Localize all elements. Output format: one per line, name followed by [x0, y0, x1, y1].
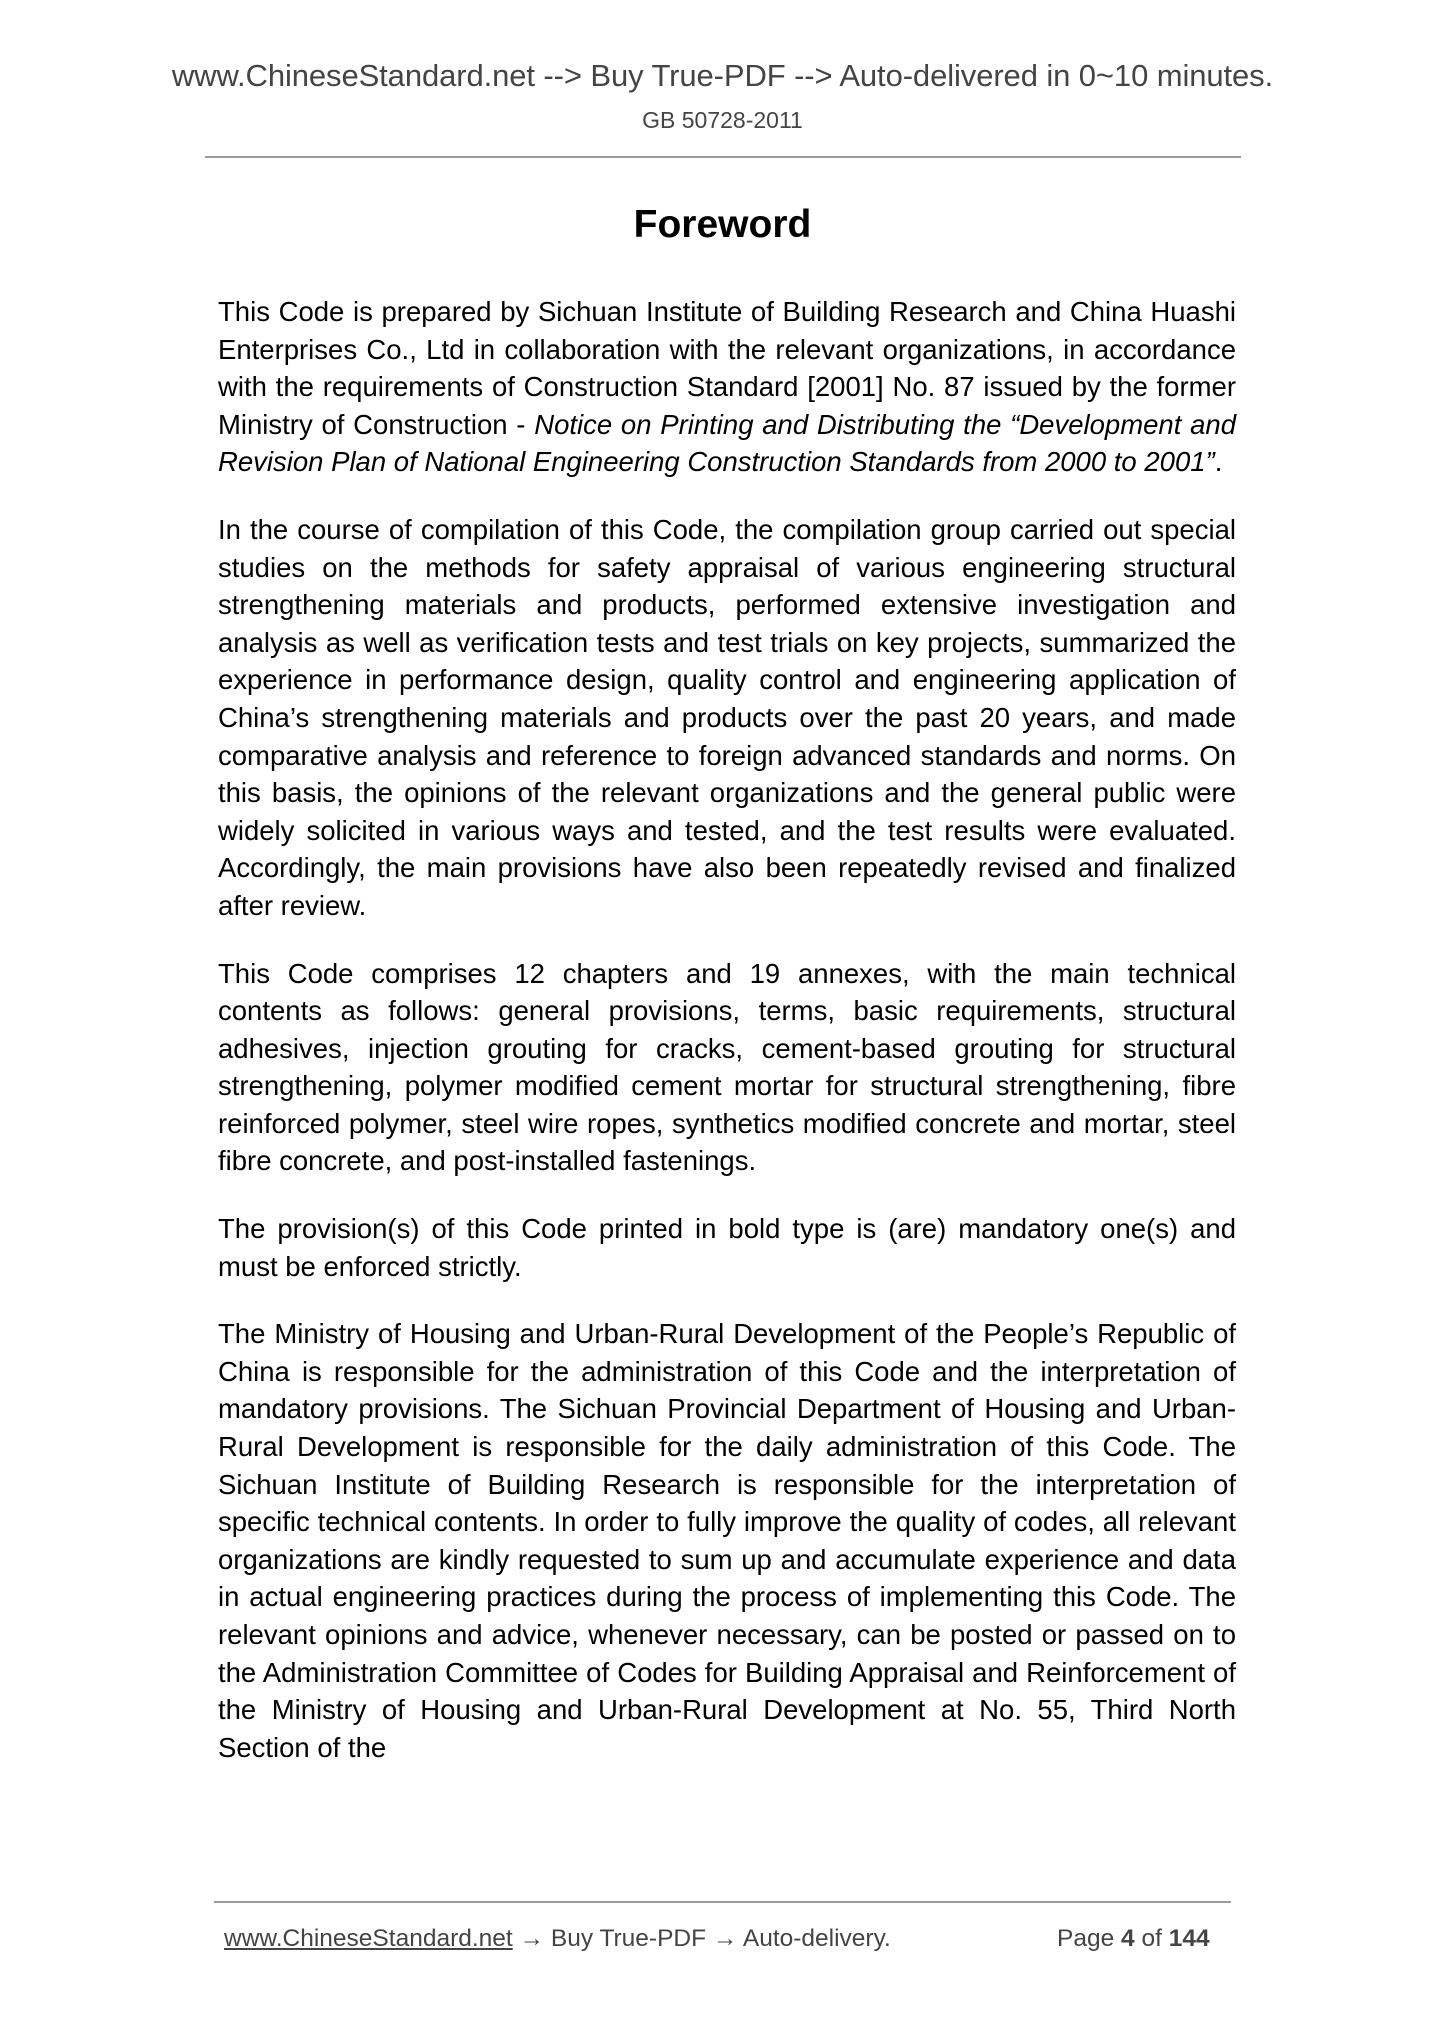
header-divider: [205, 156, 1241, 158]
footer-delivery-text: Auto-delivery.: [742, 1925, 891, 1952]
paragraph-3: This Code comprises 12 chapters and 19 annexes, with the main technical contents as follows: general provisions, terms, basic requirements, structural adhesives, injection grouting for cracks, cement-based grouting for structural strengthening, polymer modified cement mortar for structural strengthening, fibre reinforced polymer, steel wire ropes, synthetics modified concrete and mortar, steel fibre concrete, and post-installed fastenings.: [218, 957, 1236, 1177]
paragraph-5: The Ministry of Housing and Urban-Rural Development of the People’s Republic of China is responsible for the administration of this Code and the interpretation of mandatory provisions. The Sichuan Provincial Department of Housing and Urban-Rural Development is responsible for the daily administration of this Code. The Sichuan Institute of Building Research is responsible for the interpretation of specific technical contents. In order to fully improve the quality of codes, all relevant organizations are kindly requested to sum up and accumulate experience and data in actual engineering practices during the process of implementing this Code. The relevant opinions and advice, whenever necessary, can be posted or passed on to the Administration Committee of Codes for Building Appraisal and Reinforcement of the Ministry of Housing and Urban-Rural Development at No. 55, Third North Section of the: [218, 1318, 1236, 1763]
paragraph-text: This Code is prepared by Sichuan Institute of Building Research and China Huashi Enterprises Co., Ltd in collaboration with the relevant organizations, in accordance with the requirements of Construction Standard [2001] No. 87 issued by the former Ministry of Construction -: [218, 296, 1236, 440]
header-banner: www.ChineseStandard.net --> Buy True-PDF --> Auto-delivered in 0~10 minutes.: [171, 58, 1274, 93]
paragraph-tail: .: [1214, 446, 1223, 478]
page-indicator: [1057, 1924, 1210, 1954]
page-total: 144: [1168, 1925, 1210, 1952]
paragraph-4: The provision(s) of this Code printed in bold type is (are) mandatory one(s) and must be enforced strictly.: [218, 1213, 1236, 1282]
arrow-right-icon: →: [712, 1925, 738, 1952]
footer-promo: [224, 1924, 891, 1954]
page-label: Page: [1057, 1925, 1115, 1952]
paragraph-2: In the course of compilation of this Code, the compilation group carried out special studies on the methods for safety appraisal of various engineering structural strengthening materials and products, performed extensive investigation and analysis as well as verification tests and test trials on key projects, summarized the experience in performance design, quality control and engineering application of China’s strengthening materials and products over the past 20 years, and made comparative analysis and reference to foreign advanced standards and norms. On this basis, the opinions of the relevant organizations and the general public were widely solicited in various ways and tested, and the test results were evaluated. Accordingly, the main provisions have also been repeatedly revised and finalized after review.: [218, 513, 1236, 921]
footer-website-link[interactable]: www.ChineseStandard.net: [224, 1925, 513, 1952]
page-current: 4: [1121, 1925, 1135, 1952]
page-of: of: [1141, 1925, 1162, 1952]
document-body: [218, 293, 1236, 1796]
footer-buy-text: Buy True-PDF: [550, 1925, 707, 1952]
paragraph-1: [218, 293, 1236, 481]
page-title: Foreword: [633, 203, 812, 246]
arrow-right-icon: →: [519, 1925, 545, 1952]
standard-number: GB 50728-2011: [642, 107, 803, 133]
paragraph-italic-title: Notice on Printing and Distributing the “Development and Revision Plan of National Engineering Construction Standards from 2000 to 2001”: [218, 408, 1236, 478]
footer-divider: [214, 1901, 1231, 1903]
